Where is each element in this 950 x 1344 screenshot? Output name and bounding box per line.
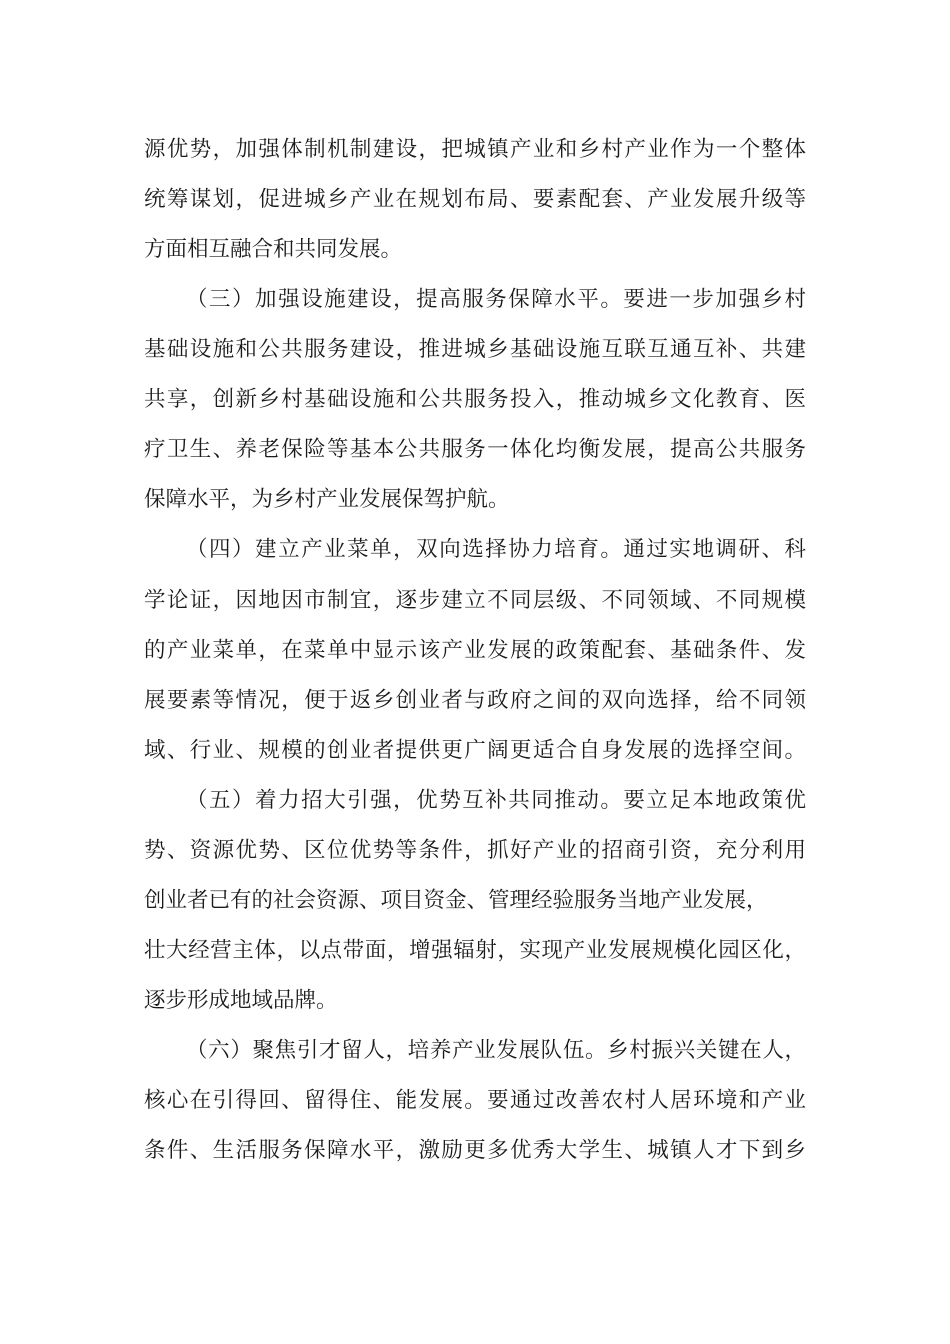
body-line-3: 方面相互融合和共同发展。	[144, 237, 403, 262]
body-line-5: 基础设施和公共服务建设，推进城乡基础设施互联互通互补、共建	[144, 337, 806, 362]
body-line-1: 源优势，加强体制机制建设，把城镇产业和乡村产业作为一个整体	[144, 137, 806, 162]
body-line-8: 保障水平，为乡村产业发展保驾护航。	[144, 487, 510, 512]
body-line-6: 共享，创新乡村基础设施和公共服务投入，推动城乡文化教育、医	[144, 387, 806, 412]
body-line-16: 创业者已有的社会资源、项目资金、管理经验服务当地产业发展，	[144, 888, 768, 913]
body-line-11: 的产业菜单，在菜单中显示该产业发展的政策配套、基础条件、发	[144, 638, 806, 663]
body-line-7: 疗卫生、养老保险等基本公共服务一体化均衡发展，提高公共服务	[144, 437, 806, 462]
section-4-heading-line: （四）建立产业菜单，双向选择协力培育。通过实地调研、科	[186, 537, 806, 562]
body-line-12: 展要素等情况，便于返乡创业者与政府之间的双向选择，给不同领	[144, 688, 806, 713]
body-line-2: 统筹谋划，促进城乡产业在规划布局、要素配套、产业发展升级等	[144, 187, 806, 212]
section-5-heading-line: （五）着力招大引强，优势互补共同推动。要立足本地政策优	[186, 788, 806, 813]
body-line-21: 条件、生活服务保障水平，激励更多优秀大学生、城镇人才下到乡	[144, 1138, 806, 1163]
body-line-17: 壮大经营主体，以点带面，增强辐射，实现产业发展规模化园区化，	[144, 938, 806, 963]
body-line-13: 域、行业、规模的创业者提供更广阔更适合自身发展的选择空间。	[144, 738, 806, 763]
body-line-18: 逐步形成地域品牌。	[144, 988, 338, 1013]
section-3-heading-line: （三）加强设施建设，提高服务保障水平。要进一步加强乡村	[186, 287, 806, 312]
body-line-10: 学论证，因地因市制宜，逐步建立不同层级、不同领域、不同规模	[144, 588, 806, 613]
body-line-15: 势、资源优势、区位优势等条件，抓好产业的招商引资，充分利用	[144, 838, 806, 863]
section-6-heading-line: （六）聚焦引才留人，培养产业发展队伍。乡村振兴关键在人，	[186, 1038, 806, 1063]
body-line-20: 核心在引得回、留得住、能发展。要通过改善农村人居环境和产业	[144, 1088, 806, 1113]
